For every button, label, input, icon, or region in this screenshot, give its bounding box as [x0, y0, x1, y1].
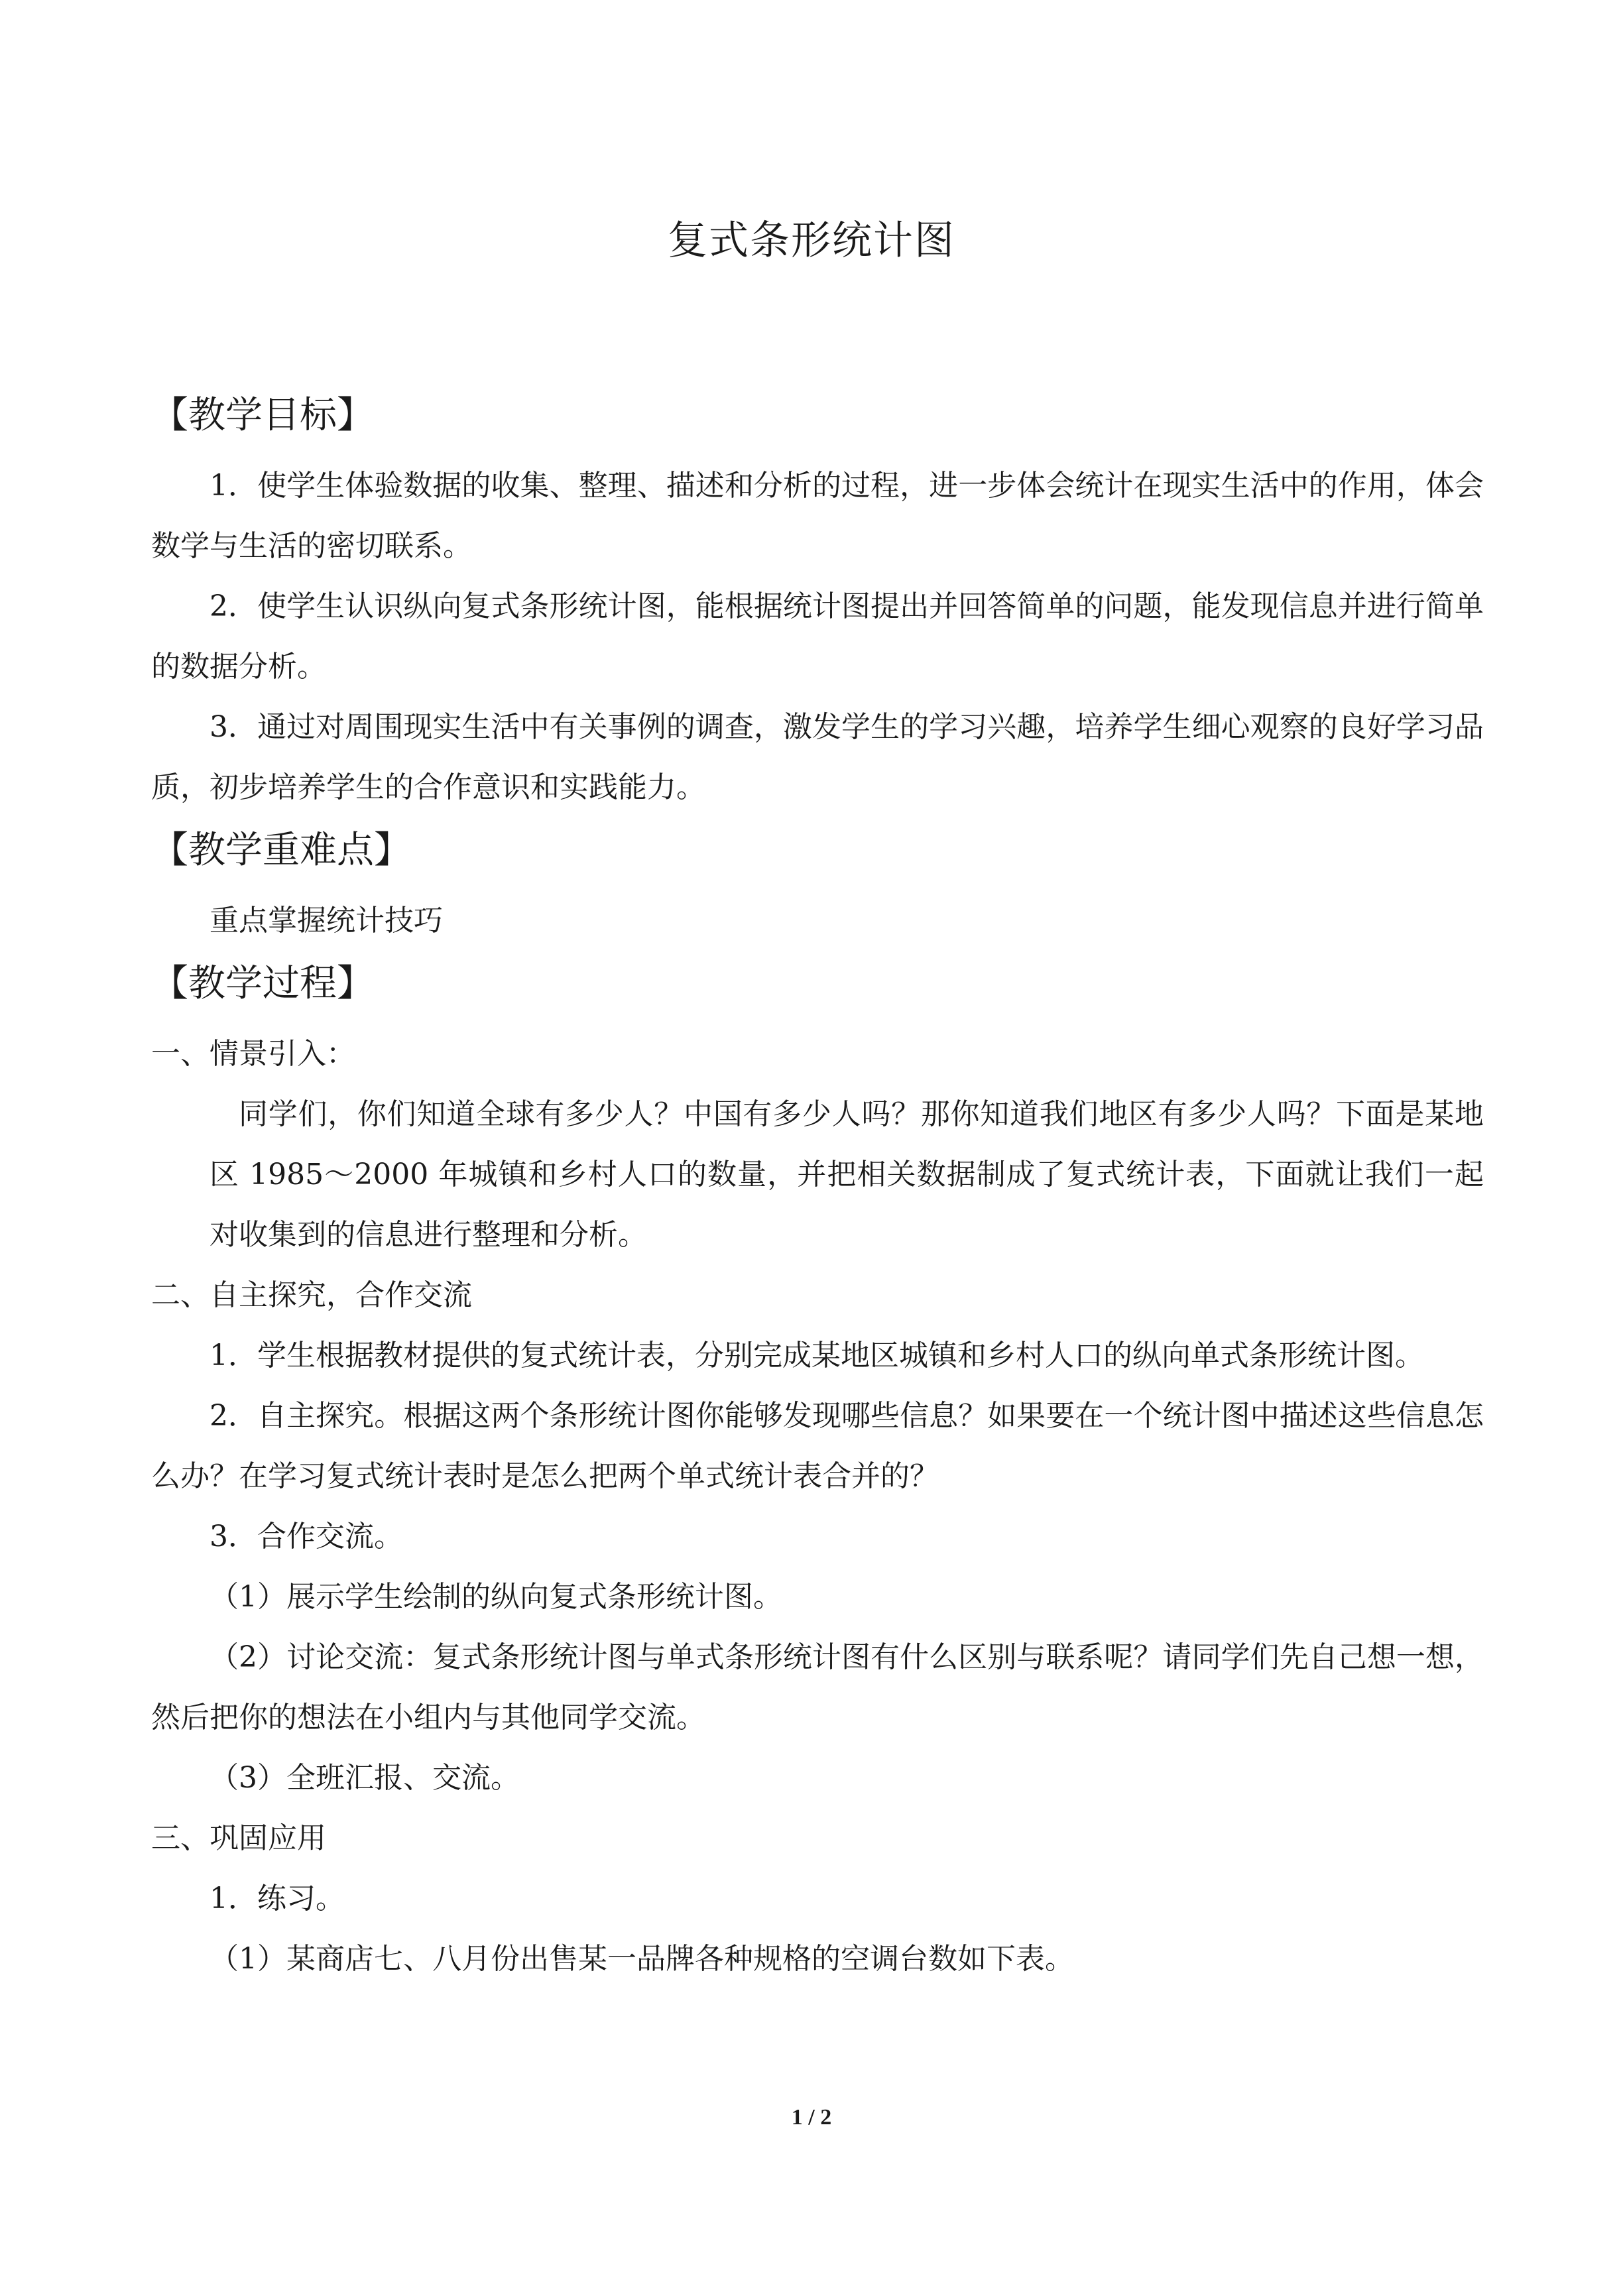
document-body	[151, 388, 1484, 1989]
objective-3: 3．通过对周围现实生活中有关事例的调查，激发学生的学习兴趣，培养学生细心观察的良好学习品质，初步培养学生的合作意识和实践能力。	[151, 710, 1484, 804]
part1-block	[151, 1084, 1484, 1265]
part3-item-2: （1）某商店七、八月份出售某一品牌各种规格的空调台数如下表。	[210, 1942, 1074, 1976]
part2-title: 二、自主探究，合作交流	[151, 1278, 472, 1312]
part2-item-5: （2）讨论交流：复式条形统计图与单式条形统计图有什么区别与联系呢？请同学们先自己想一想，然后把你的想法在小组内与其他同学交流。	[151, 1640, 1484, 1734]
part2-item-4: （1）展示学生绘制的纵向复式条形统计图。	[210, 1580, 782, 1614]
part1-title: 一、情景引入：	[151, 1037, 355, 1071]
part2-item-2: 2．自主探究。根据这两个条形统计图你能够发现哪些信息？如果要在一个统计图中描述这些信息怎么办？在学习复式统计表时是怎么把两个单式统计表合并的？	[151, 1399, 1484, 1493]
process-heading: 【教学过程】	[151, 962, 374, 1005]
part3-title: 三、巩固应用	[151, 1821, 326, 1855]
part3-item-1: 1．练习。	[210, 1882, 345, 1915]
keypoints-heading: 【教学重难点】	[151, 829, 411, 872]
page-number: 1 / 2	[791, 2105, 832, 2130]
document-title: 复式条形统计图	[668, 217, 955, 264]
part2-item-3: 3．合作交流。	[210, 1520, 403, 1553]
part1-text: 同学们，你们知道全球有多少人？中国有多少人吗？那你知道我们地区有多少人吗？下面是某地区 1985～2000 年城镇和乡村人口的数量，并把相关数据制成了复式统计表，下面就让我们一起对收集到的信息进行整理和分析。	[210, 1097, 1484, 1252]
part2-item-6: （3）全班汇报、交流。	[210, 1761, 520, 1795]
keypoints-text: 重点掌握统计技巧	[210, 904, 443, 937]
objective-2: 2．使学生认识纵向复式条形统计图，能根据统计图提出并回答简单的问题，能发现信息并进行简单的数据分析。	[151, 589, 1484, 684]
objective-1: 1．使学生体验数据的收集、整理、描述和分析的过程，进一步体会统计在现实生活中的作用，体会数学与生活的密切联系。	[151, 469, 1484, 563]
part2-item-1: 1．学生根据教材提供的复式统计表，分别完成某地区城镇和乡村人口的纵向单式条形统计图。	[210, 1339, 1424, 1372]
objectives-heading: 【教学目标】	[151, 394, 374, 437]
